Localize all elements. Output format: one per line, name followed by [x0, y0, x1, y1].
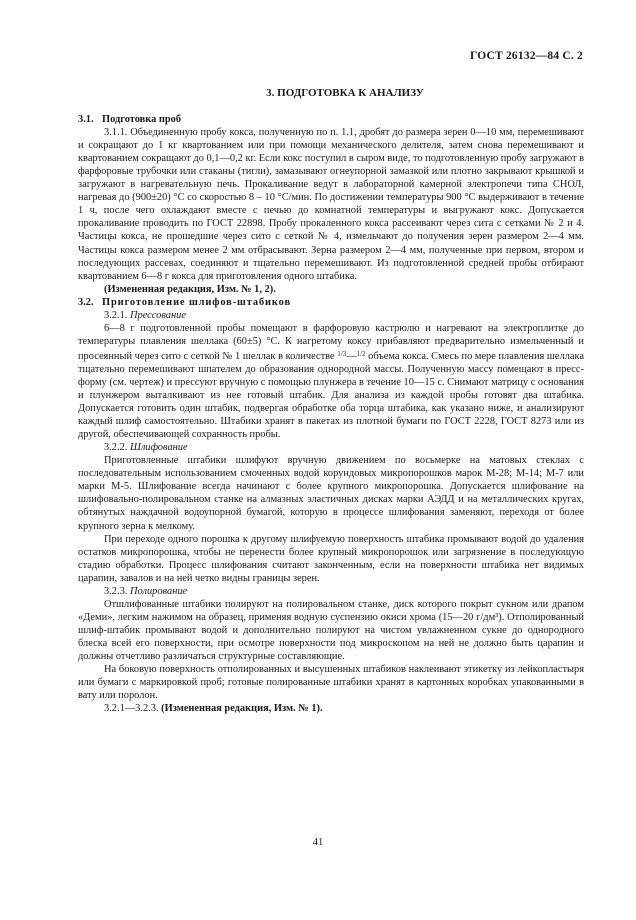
revision-note-3-2: [78, 702, 584, 715]
document-body: [78, 87, 584, 715]
paragraph-text-part-b: объема кокса. Смесь по мере плавления шеллака тщательно перемешивают шпателем до образования однородной массы. Полученную массу помещают в пресс-форму (см. чертеж) и прессуют вручную с помощью плунжера в течение 10—15 с. Снимают матрицу с основания и плунжером выталкивают из нее готовый штабик. Для анализа из каждой пробы готовят два штабика. Допускается готовить один штабик, подвергая обработке оба торца штабика, как указано ниже, и анализируют каждый шлиф самостоятельно. Штабики хранят в пакетах из плотной бумаги по ГОСТ 2228, ГОСТ 8273 или из другой, обеспечивающей сохранность пробы.: [78, 350, 585, 441]
revision-note-text: (Измененная редакция, Изм. № 1).: [161, 703, 323, 715]
subsection-title: Приготовление шлифов-штабиков: [102, 296, 292, 308]
subsection-3-2-heading: [78, 296, 584, 309]
clause-3-2-2-heading: [78, 441, 584, 454]
clause-3-2-3-heading: [78, 585, 584, 598]
fraction-one-half: 1/2: [356, 349, 366, 358]
paragraph-text-part-a: 6—8 г подготовленной пробы помещают в фарфоровую кастрюлю и нагревают на электроплитке до температуры плавления шеллака (60±5) °С. К нагретому коксу прибавляют предварительно измельченный и просеянный через сито с сеткой № 1 шеллак в количестве: [78, 322, 584, 362]
paragraph-3-2-2-b: При переходе одного порошка к другому шлифуемую поверхность штабика промывают водой до удаления остатков микропорошка, чтобы не перенести более крупный микропорошок или загрязнение в последующую стадию обработки. Процесс шлифования считают законченным, если на поверхности штабика нет видимых царапин, завалов и на ней четко видны границы зерен.: [78, 533, 584, 584]
clause-number: 3.2.3.: [104, 585, 128, 597]
clause-title: Полирование: [130, 585, 188, 597]
subsection-number: 3.2.: [78, 296, 94, 308]
fraction-separator: —: [346, 350, 357, 362]
revision-clause-range: 3.2.1—3.2.3.: [104, 703, 159, 715]
subsection-number: 3.1.: [78, 114, 94, 126]
clause-title: Шлифование: [130, 442, 188, 454]
clause-title: Прессование: [130, 309, 186, 321]
fraction-one-third: 1/3: [337, 349, 347, 358]
document-header: ГОСТ 26132—84 С. 2: [470, 50, 583, 62]
clause-3-2-1-heading: [78, 309, 584, 322]
paragraph-3-1-1: 3.1.1. Объединенную пробу кокса, полученную по п. 1.1, дробят до размера зерен 0—10 мм, перемешивают и сокращают до 1 кг квартованием или при помощи механического делителя, затем снова перемешивают и квартованием сокращают до 0,1—0,2 кг. Если кокс поступил в сыром виде, то подготовленную пробу загружают в фарфоровые трубочки или стаканы (тигли), замазывают огнеупорной замазкой или плотно закрывают крышкой и загружают в нагревательную печь. Прокаливание ведут в лабораторной камерной электропечи типа СНОЛ, нагревая до (900±20) °С со скоростью 8 – 10 °С/мин. По достижении температуры 900 °С выдерживают в течение 1 ч, после чего охлаждают вместе с печью до комнатной температуры и выгружают кокс. Допускается прокаливание проводить по ГОСТ 22898. Пробу прокаленного кокса рассеивают через сита с сетками № 2 и 4. Частицы кокса, не прошедшие через сито с сеткой № 4, измельчают до получения зерен размером 2—4 мм. Частицы кокса размером менее 2 мм отбрасывают. Зерна размером 2—4 мм, полученные при первом, втором и последующих рассевах, соединяют и тщательно перемешивают. Из подготовленной средней пробы отбирают квартованием 6—8 г кокса для приготовления одного штабика.: [78, 127, 584, 282]
paragraph-3-2-1: [78, 322, 584, 441]
clause-number: 3.2.1.: [104, 309, 128, 321]
subsection-3-1-heading: [78, 113, 584, 126]
paragraph-3-2-3-b: На боковую поверхность отполированных и высушенных штабиков наклеивают этикетку из лейкопластыря или бумаги с маркировкой проб; готовые полированные штабики хранят в картонных коробках упакованными в вату или поролон.: [78, 664, 584, 702]
page-number: 41: [312, 837, 324, 848]
section-title: 3. ПОДГОТОВКА К АНАЛИЗУ: [266, 87, 424, 99]
subsection-title: Подготовка проб: [102, 114, 182, 126]
paragraph-3-2-3-a: Отшлифованные штабики полируют на полировальном станке, диск которого покрыт сукном или драпом «Деми», легким нажимом на образец, применяя водную суспензию окиси хрома (15—20 г/дм³). Отполированный шлиф-штабик промывают водой и дополнительно полируют на чистом увлажненном сукне до однородного блеска всей его поверхности, при осмотре поверхности под микроскопом на ней не должно быть царапин и должны отчетливо различаться структурные составляющие.: [78, 598, 584, 662]
revision-note-3-1: (Измененная редакция, Изм. № 1, 2).: [104, 283, 276, 295]
clause-number: 3.2.2.: [104, 442, 128, 454]
paragraph-3-2-2-a: Приготовленные штабики шлифуют вручную движением по восьмерке на матовых стеклах с последовательным использованием смоченных водой корундовых микропорошков марок М-28; М-14; М-7 или марки М-5. Шлифование всегда начинают с более крупного микропорошка. Допускается шлифование на шлифовально-полировальном станке на алмазных эластичных дисках марки АЭДД и на металлических кругах, обтянутых наждачной водоупорной бумагой, которую в процессе шлифования заменяют, переходя от более крупного зерна к мелкому.: [78, 455, 584, 532]
